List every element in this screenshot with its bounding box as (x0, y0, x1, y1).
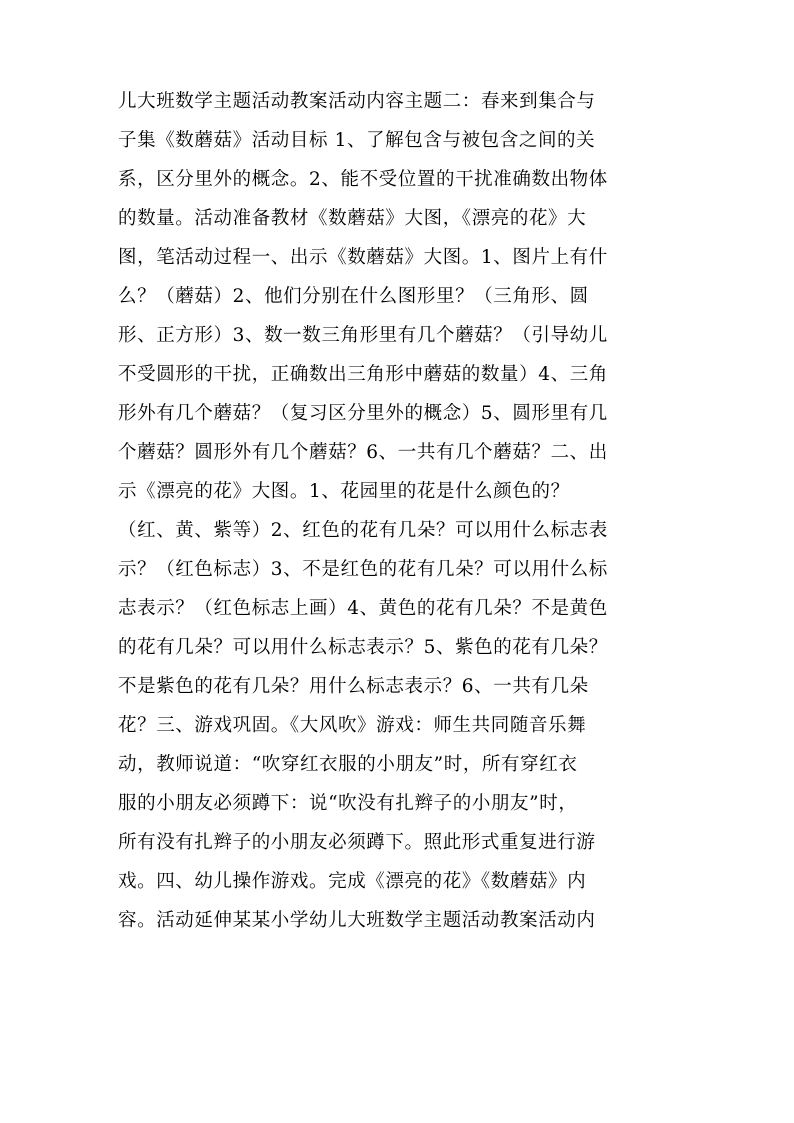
text-line: 子集《数蘑菇》活动目标 1、了解包含与被包含之间的关 (118, 130, 596, 151)
text-line: 花？三、游戏巩固。《大风吹》游戏：师生共同随音乐舞 (118, 715, 587, 736)
text-line: 形、正方形）3、数一数三角形里有几个蘑菇？（引导幼儿 (118, 325, 608, 346)
text-line: 示？（红色标志）3、不是红色的花有几朵？可以用什么标 (118, 559, 608, 580)
text-line: 容。活动延伸某某小学幼儿大班数学主题活动教案活动内 (118, 910, 596, 931)
text-line: 形外有几个蘑菇？（复习区分里外的概念）5、圆形里有几 (118, 403, 608, 424)
text-line: 么？（蘑菇）2、他们分别在什么图形里？（三角形、圆 (118, 286, 589, 307)
text-line: 的花有几朵？可以用什么标志表示？5、紫色的花有几朵？ (118, 637, 608, 658)
text-line: 的数量。活动准备教材《数蘑菇》大图，《漂亮的花》大 (118, 208, 587, 229)
text-line: 系，区分里外的概念。2、能不受位置的干扰准确数出物体 (118, 169, 608, 190)
text-line: （红、黄、紫等）2、红色的花有几朵？可以用什么标志表 (118, 520, 608, 541)
text-line: 图，笔活动过程一、出示《数蘑菇》大图。1、图片上有什 (118, 247, 608, 268)
text-line: 戏。四、幼儿操作游戏。完成《漂亮的花》《数蘑菇》内 (118, 871, 587, 892)
text-line: 不是紫色的花有几朵？用什么标志表示？6、一共有几朵 (118, 676, 589, 697)
text-line: 动，教师说道：“吹穿红衣服的小朋友”时，所有穿红衣 (118, 754, 578, 775)
text-line: 个蘑菇？圆形外有几个蘑菇？6、一共有几个蘑菇？二、出 (118, 442, 608, 463)
text-line: 儿大班数学主题活动教案活动内容主题二：春来到集合与 (118, 91, 596, 112)
text-line: 示《漂亮的花》大图。1、花园里的花是什么颜色的？ (118, 481, 570, 502)
text-line: 所有没有扎辫子的小朋友必须蹲下。照此形式重复进行游 (118, 832, 596, 853)
text-line: 不受圆形的干扰，正确数出三角形中蘑菇的数量）4、三角 (118, 364, 608, 385)
text-line: 服的小朋友必须蹲下：说“吹没有扎辫子的小朋友”时， (118, 793, 578, 814)
document-body (118, 82, 678, 940)
text-line: 志表示？（红色标志上画）4、黄色的花有几朵？不是黄色 (118, 598, 608, 619)
